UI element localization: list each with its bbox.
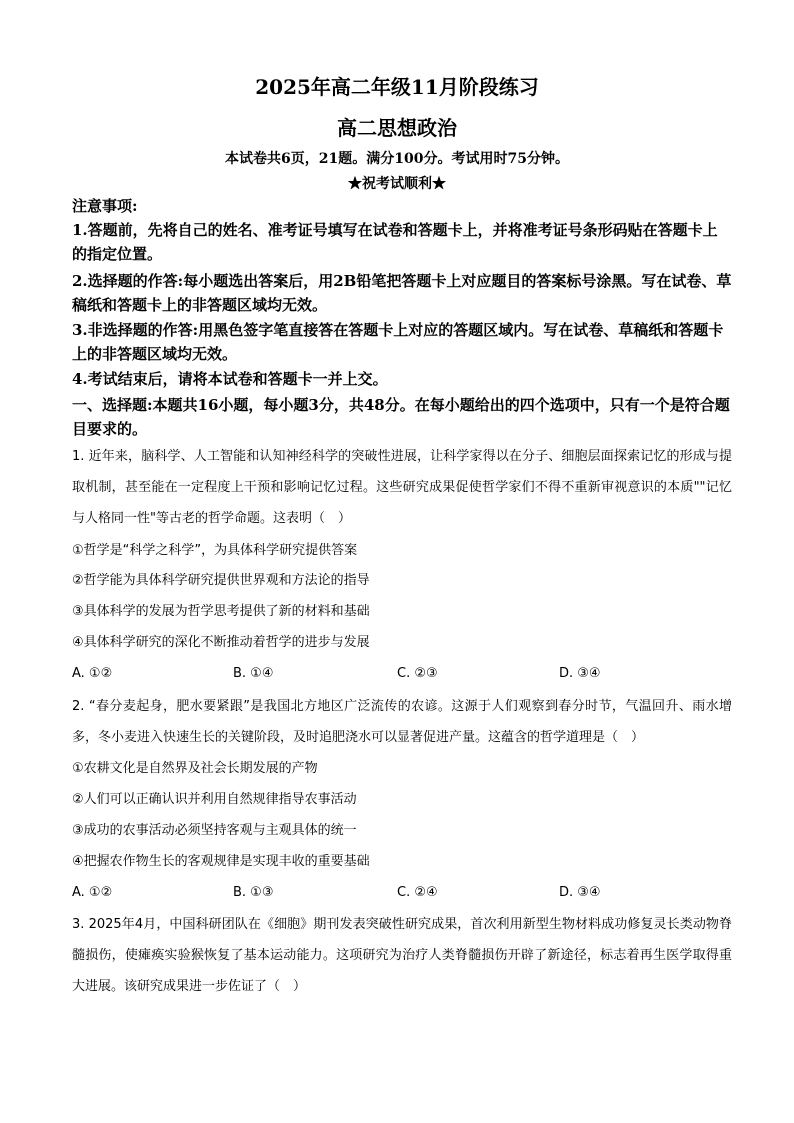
question-2-option-3: ③成功的农事活动必须坚持客观与主观具体的统一 xyxy=(72,823,357,838)
good-luck-line: ★祝考试顺利★ xyxy=(348,176,446,192)
question-2-stem: 2. “春分麦起身，肥水要紧跟”是我国北方地区广泛流传的农谚。这源于人们观察到春分时节，气温回升、雨水增多，冬小麦进入快速生长的关键阶段，及时追肥浇水可以显著促进产量。这蕴含的哲学道理是（ ） xyxy=(72,699,732,745)
notes-heading: 注意事项: xyxy=(72,197,138,215)
note-item-4: 4.考试结束后，请将本试卷和答题卡一并上交。 xyxy=(72,370,388,388)
question-2-option-2: ②人们可以正确认识并利用自然规律指导农事活动 xyxy=(72,792,357,807)
question-3-stem: 3. 2025年4月，中国科研团队在《细胞》期刊发表突破性研究成果，首次利用新型生物材料成功修复灵长类动物脊髓损伤，使瘫痪实验猴恢复了基本运动能力。这项研究为治疗人类脊髓损伤开辟了新途径，标志着再生医学取得重大进展。该研究成果进一步佐证了（ ） xyxy=(72,917,732,994)
question-1-option-1: ①哲学是“科学之科学”，为具体科学研究提供答案 xyxy=(72,543,358,558)
question-1-option-4: ④具体科学研究的深化不断推动着哲学的进步与发展 xyxy=(72,635,370,650)
choice-c: C. ②③ xyxy=(397,666,438,681)
exam-title: 2025年高二年级11月阶段练习 xyxy=(255,75,539,99)
choice-d: D. ③④ xyxy=(559,666,601,681)
question-1-stem: 1. 近年来，脑科学、人工智能和认知神经科学的突破性进展，让科学家得以在分子、细胞层面探索记忆的形成与提取机制，甚至能在一定程度上干预和影响记忆过程。这些研究成果促使哲学家们不得不重新审视意识的本质""记忆与人格同一性"等古老的哲学命题。这表明（ ） xyxy=(72,449,732,526)
question-2-choices xyxy=(72,883,692,903)
note-item-1: 1.答题前，先将自己的姓名、准考证号填写在试卷和答题卡上，并将准考证号条形码贴在答题卡上的指定位置。 xyxy=(72,221,718,263)
question-2-option-1: ①农耕文化是自然界及社会长期发展的产物 xyxy=(72,761,318,776)
choice-d: D. ③④ xyxy=(559,885,601,900)
subject-title: 高二思想政治 xyxy=(337,116,457,140)
choice-c: C. ②④ xyxy=(397,885,438,900)
note-item-3: 3.非选择题的作答:用黑色签字笔直接答在答题卡上对应的答题区域内。写在试卷、草稿纸和答题卡上的非答题区域均无效。 xyxy=(72,321,724,363)
question-1-option-2: ②哲学能为具体科学研究提供世界观和方法论的指导 xyxy=(72,573,370,588)
question-2-option-4: ④把握农作物生长的客观规律是实现丰收的重要基础 xyxy=(72,854,370,869)
choice-a: A. ①② xyxy=(72,885,113,900)
note-item-2: 2.选择题的作答:每小题选出答案后，用2B铅笔把答题卡上对应题目的答案标号涂黑。写在试卷、草稿纸和答题卡上的非答题区域均无效。 xyxy=(72,272,732,314)
choice-b: B. ①③ xyxy=(233,885,274,900)
choice-a: A. ①② xyxy=(72,666,113,681)
question-1-option-3: ③具体科学的发展为哲学思考提供了新的材料和基础 xyxy=(72,604,370,619)
question-1-choices xyxy=(72,664,692,684)
exam-info: 本试卷共6页，21题。满分100分。考试用时75分钟。 xyxy=(225,151,569,167)
choice-b: B. ①④ xyxy=(233,666,274,681)
section-heading: 一、选择题:本题共16小题，每小题3分，共48分。在每小题给出的四个选项中，只有一个是符合题目要求的。 xyxy=(72,396,730,438)
